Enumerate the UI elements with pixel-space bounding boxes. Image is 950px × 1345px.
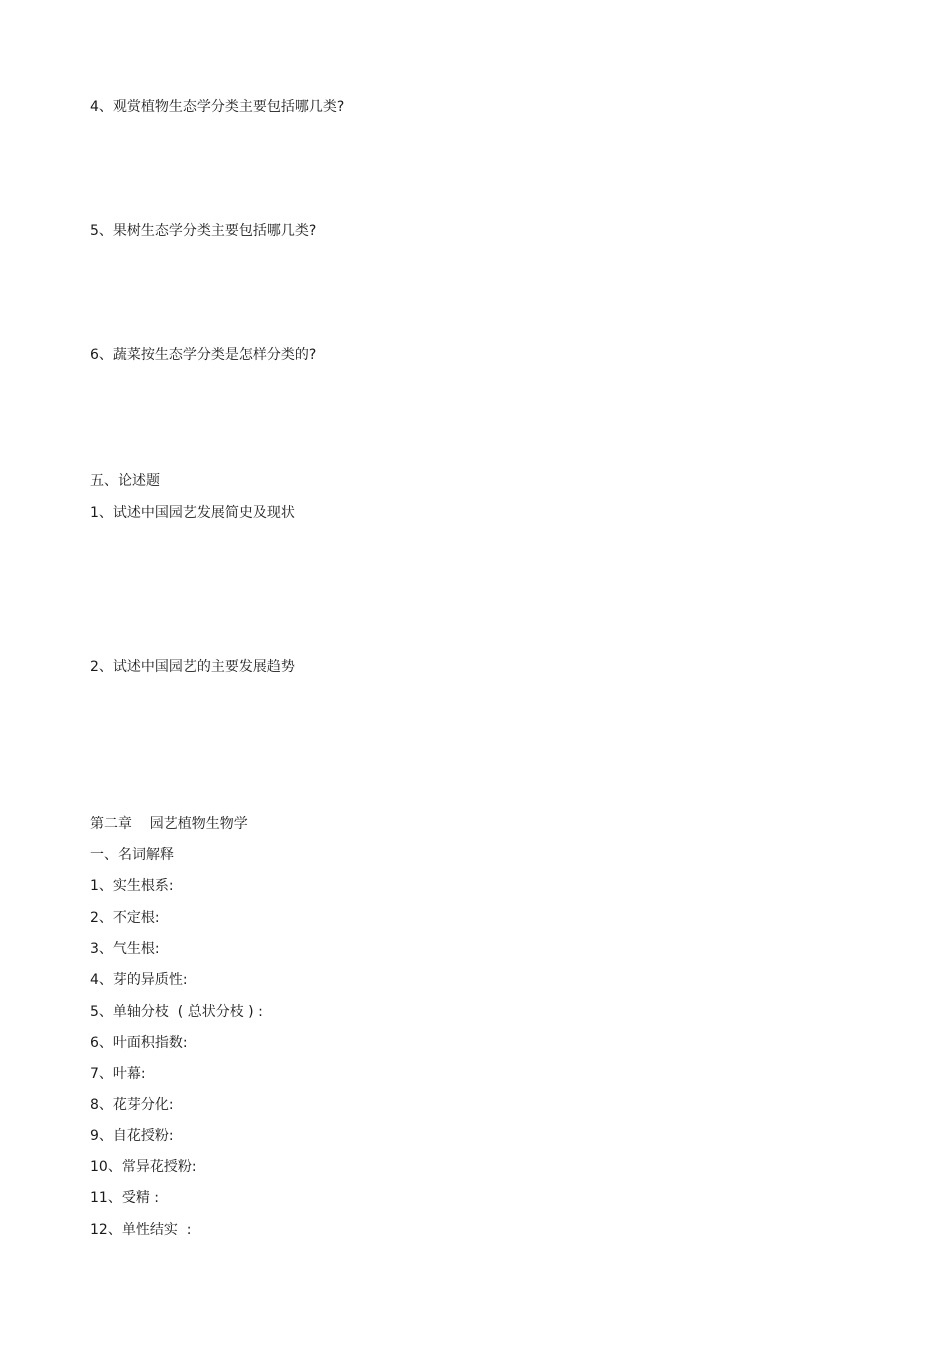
question-6: 6、蔬菜按生态学分类是怎样分类的? bbox=[90, 347, 317, 363]
chapter-title: 第二章 园艺植物生物学 bbox=[90, 816, 248, 832]
question-5: 5、果树生态学分类主要包括哪几类? bbox=[90, 223, 317, 239]
term-item: 10、常异花授粉: bbox=[90, 1159, 197, 1175]
term-item: 3、气生根: bbox=[90, 941, 160, 957]
term-item: 1、实生根系: bbox=[90, 878, 174, 894]
essay-question-1: 1、试述中国园艺发展简史及现状 bbox=[90, 505, 295, 521]
term-item: 7、叶幕: bbox=[90, 1066, 146, 1082]
term-item: 4、芽的异质性: bbox=[90, 972, 188, 988]
term-item: 9、自花授粉: bbox=[90, 1128, 174, 1144]
question-4: 4、观赏植物生态学分类主要包括哪几类? bbox=[90, 99, 345, 115]
term-item: 12、单性结实 : bbox=[90, 1222, 192, 1238]
term-item: 11、受精 : bbox=[90, 1190, 159, 1206]
term-item: 8、花芽分化: bbox=[90, 1097, 174, 1113]
essay-question-2: 2、试述中国园艺的主要发展趋势 bbox=[90, 659, 295, 675]
section-heading-essay: 五、论述题 bbox=[90, 473, 160, 489]
term-item: 6、叶面积指数: bbox=[90, 1035, 188, 1051]
term-item: 2、不定根: bbox=[90, 910, 160, 926]
term-item: 5、单轴分枝 ( 总状分枝 ) : bbox=[90, 1004, 263, 1020]
section-heading-terms: 一、名词解释 bbox=[90, 847, 174, 863]
